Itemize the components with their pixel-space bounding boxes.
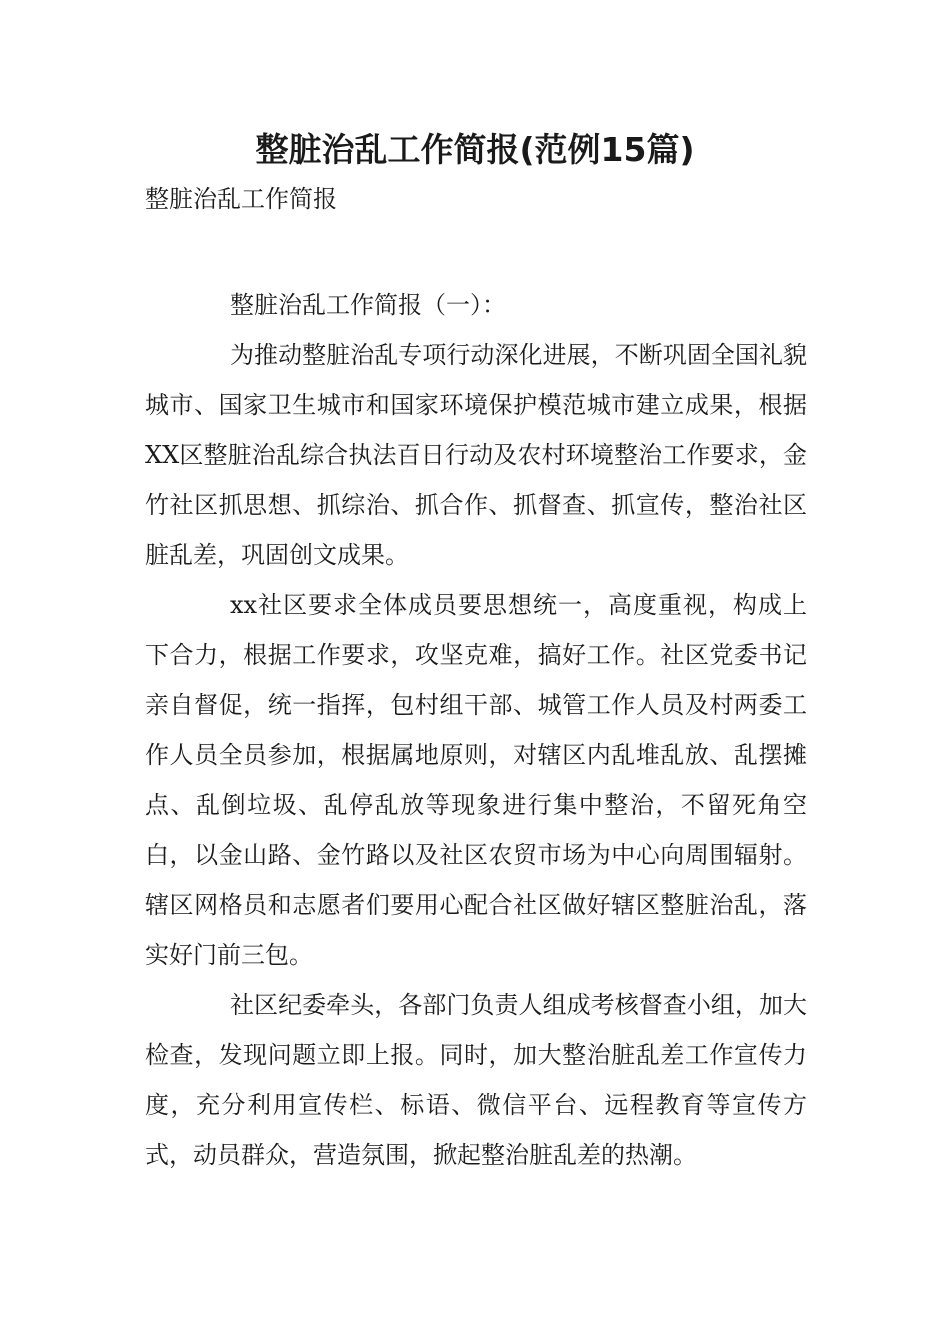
document-subtitle: 整脏治乱工作简报	[145, 185, 337, 213]
body-paragraph-2: xx社区要求全体成员要思想统一，高度重视，构成上下合力，根据工作要求，攻坚克难，搞好工作。社区党委书记亲自督促，统一指挥，包村组干部、城管工作人员及村两委工作人员全员参加，根据属地原则，对辖区内乱堆乱放、乱摆摊点、乱倒垃圾、乱停乱放等现象进行集中整治，不留死角空白，以金山路、金竹路以及社区农贸市场为中心向周围辐射。辖区网格员和志愿者们要用心配合社区做好辖区整脏治乱，落实好门前三包。	[145, 591, 807, 969]
document-body	[145, 280, 807, 1180]
body-paragraph-3: 社区纪委牵头，各部门负责人组成考核督查小组，加大检查，发现问题立即上报。同时，加大整治脏乱差工作宣传力度，充分利用宣传栏、标语、微信平台、远程教育等宣传方式，动员群众，营造氛围，掀起整治脏乱差的热潮。	[145, 991, 807, 1169]
section-heading: 整脏治乱工作简报（一）：	[230, 291, 506, 319]
document-title: 整脏治乱工作简报(范例15篇)	[255, 130, 695, 169]
body-paragraph-1: 为推动整脏治乱专项行动深化进展，不断巩固全国礼貌城市、国家卫生城市和国家环境保护模范城市建立成果，根据XX区整脏治乱综合执法百日行动及农村环境整治工作要求，金竹社区抓思想、抓综治、抓合作、抓督查、抓宣传，整治社区脏乱差，巩固创文成果。	[145, 341, 807, 569]
